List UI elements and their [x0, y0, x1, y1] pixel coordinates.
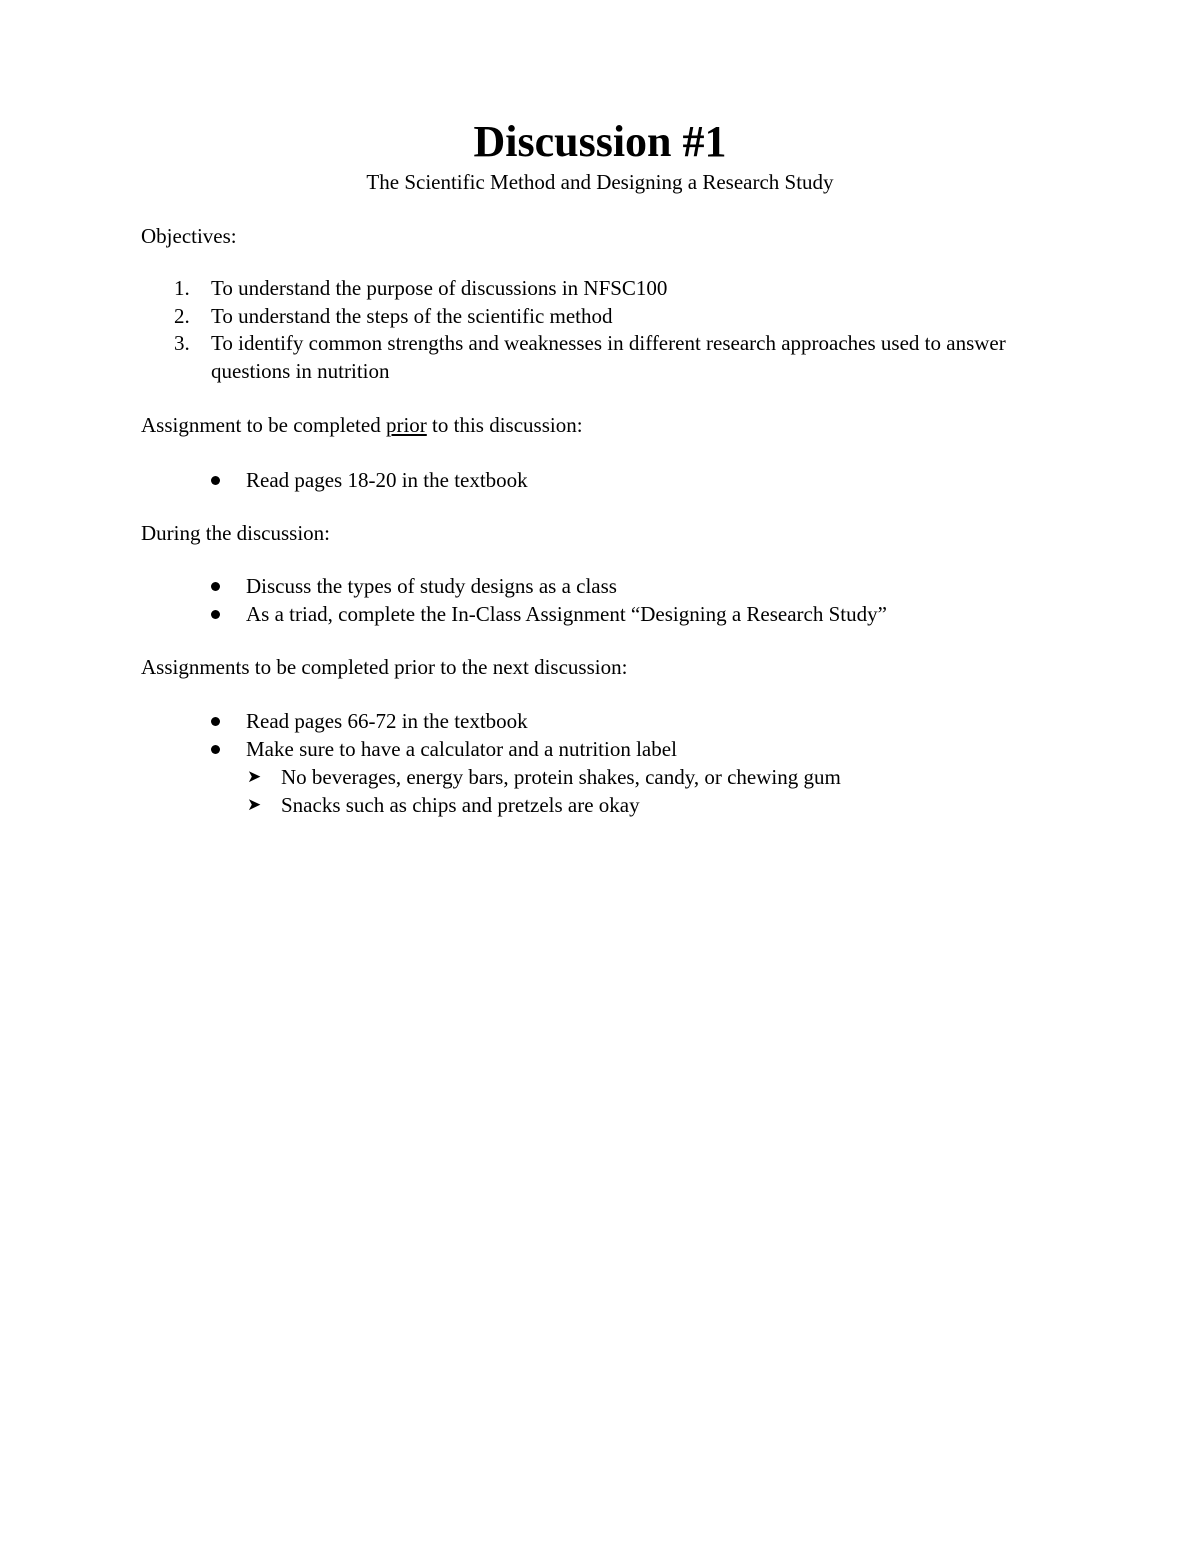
- during-list: [0, 572, 887, 628]
- objectives-list: [0, 275, 1041, 385]
- sub-list: [246, 763, 841, 819]
- arrow-bullet-icon: ➤: [247, 795, 262, 815]
- page-subtitle: The Scientific Method and Designing a Research Study: [366, 170, 834, 194]
- prior-heading-end: to this discussion:: [426, 413, 583, 437]
- item-number: 2.: [174, 303, 190, 328]
- item-text: Make sure to have a calculator and a nutrition label: [246, 737, 677, 761]
- item-number: 1.: [174, 276, 190, 300]
- list-item: [0, 466, 528, 494]
- list-item: [0, 600, 887, 628]
- item-text: To understand the purpose of discussions in NFSC100: [211, 276, 668, 300]
- list-item: [0, 303, 1041, 331]
- next-list: [0, 707, 841, 819]
- sub-item-text: Snacks such as chips and pretzels are okay: [281, 793, 640, 817]
- list-item: [0, 735, 841, 819]
- list-item: [0, 707, 841, 735]
- bullet-icon: [211, 610, 220, 619]
- sub-list-item: [246, 763, 841, 791]
- sub-item-text: No beverages, energy bars, protein shakes, candy, or chewing gum: [281, 765, 841, 789]
- objectives-heading: Objectives:: [141, 224, 237, 248]
- next-heading: Assignments to be completed prior to the next discussion:: [141, 655, 628, 679]
- bullet-icon: [211, 745, 220, 754]
- list-item: [0, 275, 1041, 303]
- item-text: Discuss the types of study designs as a class: [246, 574, 617, 598]
- prior-underlined-word: prior: [385, 413, 427, 437]
- item-text: To identify common strengths and weaknesses in different research approaches used to answer questions in nutrition: [211, 331, 1006, 383]
- bullet-icon: [211, 717, 220, 726]
- page-title: Discussion #1: [473, 117, 727, 166]
- item-text: To understand the steps of the scientific method: [211, 303, 613, 328]
- item-number: 3.: [174, 331, 190, 355]
- prior-list: [0, 466, 528, 494]
- during-heading: During the discussion:: [141, 521, 330, 545]
- list-item: [0, 330, 1041, 385]
- list-item: [0, 572, 887, 600]
- item-text: Read pages 18-20 in the textbook: [246, 468, 528, 492]
- arrow-bullet-icon: ➤: [247, 767, 262, 787]
- sub-list-item: [246, 791, 841, 819]
- prior-heading: [141, 411, 583, 439]
- item-text: Read pages 66-72 in the textbook: [246, 709, 528, 733]
- bullet-icon: [211, 476, 220, 485]
- bullet-icon: [211, 582, 220, 591]
- item-text: As a triad, complete the In-Class Assignment “Designing a Research Study”: [246, 602, 887, 626]
- prior-heading-start: Assignment to be completed: [141, 413, 386, 437]
